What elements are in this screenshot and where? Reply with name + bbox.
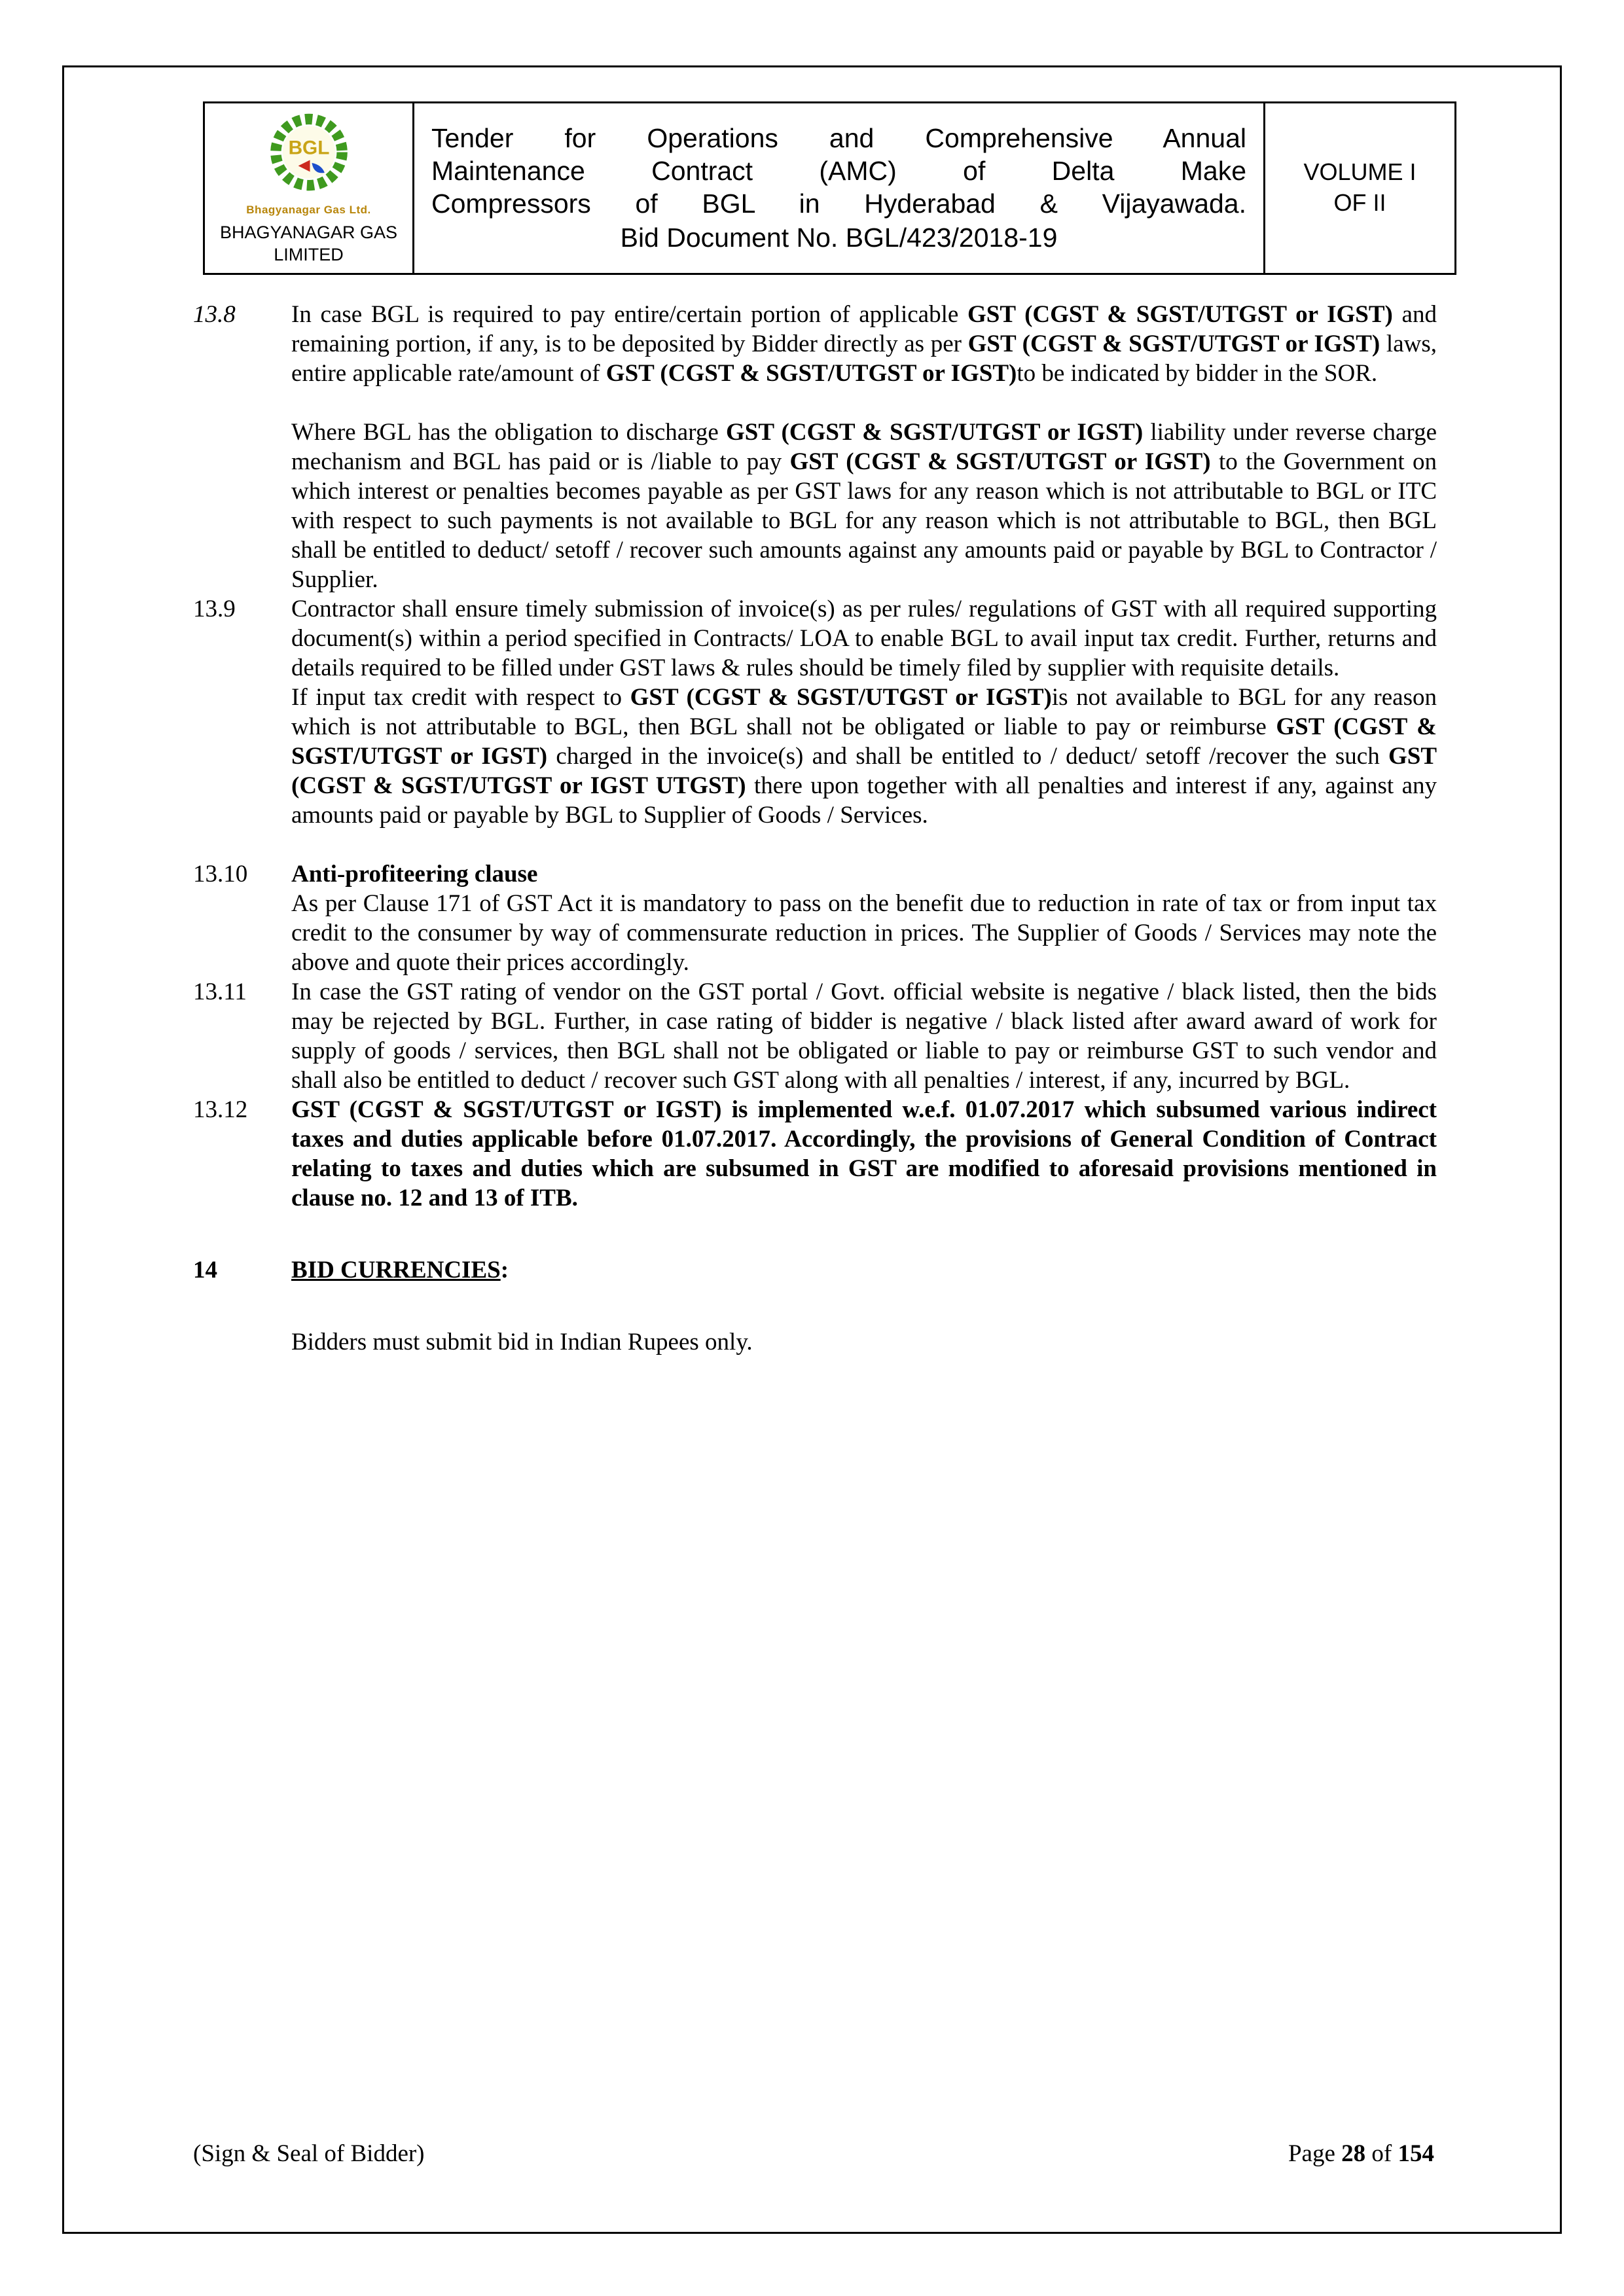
clause-13-10	[193, 859, 1437, 977]
clause-number: 13.12	[193, 1096, 248, 1123]
clause-number: 13.8	[193, 300, 236, 328]
clause-paragraph: Bidders must submit bid in Indian Rupees only.	[291, 1328, 753, 1355]
clause-number: 13.10	[193, 860, 248, 888]
clause-paragraph: If input tax credit with respect to GST (CGST & SGST/UTGST or IGST)is not available to BGL for any reason which is not attributable to BGL, then BGL shall not be obligated or liable to pay or reimburse GST (CGST & SGST/UTGST or IGST) charged in the invoice(s) and shall be entitled to / deduct/ setoff /recover the such GST (CGST & SGST/UTGST or IGST UTGST) there upon together with all penalties and interest if any, against any amounts paid or payable by BGL to Supplier of Goods / Services.	[291, 683, 1437, 829]
page-content	[193, 101, 1437, 1357]
tender-title-line: Maintenance Contract (AMC) of Delta Make	[431, 156, 1246, 187]
header-title-cell	[414, 103, 1265, 274]
volume-line: OF II	[1333, 189, 1386, 217]
spacer	[193, 1213, 1437, 1255]
volume-cell	[1265, 103, 1456, 274]
logo-tagline: Bhagyanagar Gas Ltd.	[246, 204, 371, 216]
clause-number: 13.11	[193, 978, 247, 1005]
clause-heading: Anti-profiteering clause	[291, 860, 538, 888]
svg-text:BGL: BGL	[288, 137, 329, 159]
clause-paragraph: Where BGL has the obligation to discharge GST (CGST & SGST/UTGST or IGST) liability under reverse charge mechanism and BGL has paid or is /liable to pay GST (CGST & SGST/UTGST or IGST) to the Government on which interest or penalties becomes payable as per GST laws for any reason which is not attributable to BGL or ITC with respect to such payments is not available to BGL for any reason which is not attributable to BGL, then BGL shall be entitled to deduct/ setoff / recover such amounts against any amounts paid or payable by BGL to Contractor / Supplier.	[291, 418, 1437, 593]
clause-paragraph: GST (CGST & SGST/UTGST or IGST) is implemented w.e.f. 01.07.2017 which subsumed various indirect taxes and duties applicable before 01.07.2017. Accordingly, the provisions of General Condition of Contract relating to taxes and duties which are subsumed in GST are modified to aforesaid provisions mentioned in clause no. 12 and 13 of ITB.	[291, 1096, 1437, 1211]
clause-number: 13.9	[193, 595, 236, 622]
clause-paragraph: In case BGL is required to pay entire/certain portion of applicable GST (CGST & SGST/UTGST or IGST) and remaining portion, if any, is to be deposited by Bidder directly as per GST (CGST & SGST/UTGST or IGST) laws, entire applicable rate/amount of GST (CGST & SGST/UTGST or IGST)to be indicated by bidder in the SOR.	[291, 300, 1437, 387]
clause-13-9	[193, 594, 1437, 830]
clause-paragraph: Contractor shall ensure timely submission of invoice(s) as per rules/ regulations of GST with all required supporting document(s) within a period specified in Contracts/ LOA to enable BGL to avail input tax credit. Further, returns and details required to be filled under GST laws & rules should be timely filed by supplier with requisite details.	[291, 595, 1437, 681]
header-logo-cell	[204, 103, 414, 274]
page-footer	[193, 2139, 1434, 2168]
organization-name: BHAGYANAGAR GAS LIMITED	[219, 223, 398, 264]
clause-14	[193, 1255, 1437, 1357]
spacer	[193, 830, 1437, 859]
spacer	[291, 388, 1437, 418]
clause-13-12	[193, 1095, 1437, 1213]
tender-title-line: Tender for Operations and Comprehensive Annual	[431, 123, 1246, 154]
sign-seal-note: (Sign & Seal of Bidder)	[193, 2140, 425, 2167]
clause-13-8	[193, 300, 1437, 594]
header-table	[203, 101, 1456, 275]
page-number: Page 28 of 154	[1288, 2140, 1434, 2167]
clause-heading: BID CURRENCIES:	[291, 1256, 509, 1283]
volume-line: VOLUME I	[1303, 158, 1416, 186]
clause-paragraph: In case the GST rating of vendor on the GST portal / Govt. official website is negative / black listed, then the bids may be rejected by BGL. Further, in case rating of bidder is negative / black listed after award award of work for supply of goods / services, then BGL shall not be obligated or liable to pay or reimburse GST to such vendor and shall also be entitled to deduct / recover such GST along with all penalties / interest, if any, incurred by BGL.	[291, 978, 1437, 1094]
clause-list	[193, 300, 1437, 1357]
spacer	[291, 1285, 1437, 1327]
clause-paragraph: As per Clause 171 of GST Act it is mandatory to pass on the benefit due to reduction in rate of tax or from input tax credit to the consumer by way of commensurate reduction in prices. The Supplier of Goods / Services may note the above and quote their prices accordingly.	[291, 889, 1437, 976]
bid-document-number: Bid Document No. BGL/423/2018-19	[620, 223, 1058, 253]
tender-title-line: Compressors of BGL in Hyderabad & Vijayawada.	[431, 188, 1246, 219]
bgl-logo-icon	[260, 111, 358, 203]
clause-number: 14	[193, 1256, 217, 1283]
clause-13-11	[193, 977, 1437, 1095]
